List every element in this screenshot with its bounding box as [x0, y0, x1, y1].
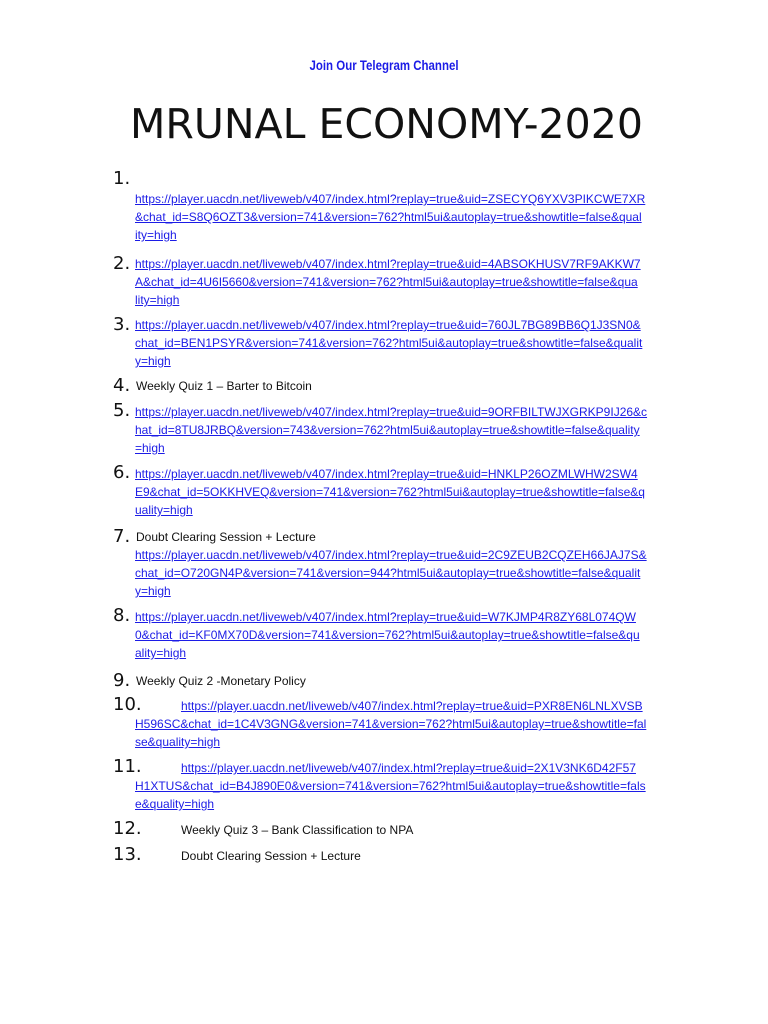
item-number: 2. — [113, 253, 131, 274]
video-link[interactable]: https://player.uacdn.net/liveweb/v407/index.html?replay=true&uid=ZSECYQ6YXV3PIKCWE7XR &chat_id=S8Q6OZT3&version=741&version=762?html5ui&autoplay=true&showtitle=false&qual ity=high — [135, 192, 646, 242]
item-number: 13. — [113, 844, 142, 865]
video-link[interactable]: https://player.uacdn.net/liveweb/v407/index.html?replay=true&uid=4ABSOKHUSV7RF9AKKW7 A&chat_id=4U6I5660&version=741&version=762?html5ui&autoplay=true&showtitle=false&qua lity=high — [135, 257, 641, 307]
item-label: Weekly Quiz 1 – Barter to Bitcoin — [136, 379, 312, 393]
page-title: MRUNAL ECONOMY-2020 — [130, 100, 643, 148]
item-number: 8. — [113, 605, 131, 626]
item-number: 10. — [113, 694, 142, 715]
item-number: 4. — [113, 375, 131, 396]
item-label: Weekly Quiz 3 – Bank Classification to NPA — [181, 823, 414, 837]
item-number: 9. — [113, 670, 131, 691]
item-number: 7. — [113, 526, 131, 547]
item-label: Doubt Clearing Session + Lecture — [136, 530, 316, 544]
video-link[interactable]: https://player.uacdn.net/liveweb/v407/index.html?replay=true&uid=HNKLP26OZMLWHW2SW4 E9&chat_id=5OKKHVEQ&version=741&version=762?html5ui&autoplay=true&showtitle=false&q uality=high — [135, 467, 645, 517]
item-number: 11. — [113, 756, 142, 777]
item-number: 5. — [113, 400, 131, 421]
telegram-channel-link[interactable]: Join Our Telegram Channel — [309, 57, 459, 73]
item-number: 12. — [113, 818, 142, 839]
video-link[interactable]: https://player.uacdn.net/liveweb/v407/index.html?replay=true&uid=760JL7BG89BB6Q1J3SN0& chat_id=BEN1PSYR&version=741&version=762?html5ui&autoplay=true&showtitle=false&qualit y=high — [135, 318, 643, 368]
video-link[interactable]: https://player.uacdn.net/liveweb/v407/index.html?replay=true&uid=W7KJMP4R8ZY68L074QW 0&chat_id=KF0MX70D&version=741&version=762?html5ui&autoplay=true&showtitle=false&qu ality=high — [135, 610, 640, 660]
item-number: 6. — [113, 462, 131, 483]
item-number: 1. — [113, 168, 131, 189]
video-link[interactable]: https://player.uacdn.net/liveweb/v407/index.html?replay=true&uid=9ORFBILTWJXGRKP9IJ26&c hat_id=8TU8JRBQ&version=743&version=762?html5ui&autoplay=true&showtitle=false&quality =high — [135, 405, 648, 455]
video-link[interactable]: https://player.uacdn.net/liveweb/v407/index.html?replay=true&uid=2C9ZEUB2CQZEH66JAJ7S& chat_id=O720GN4P&version=741&version=944?html5ui&autoplay=true&showtitle=false&qualit y=high — [135, 548, 647, 598]
video-link[interactable]: https://player.uacdn.net/liveweb/v407/index.html?replay=true&uid=2X1V3NK6D42F57 H1XTUS&chat_id=B4J890E0&version=741&version=762?html5ui&autoplay=true&showtitle=fals e&quality=high — [135, 761, 646, 811]
item-label: Weekly Quiz 2 -Monetary Policy — [136, 674, 306, 688]
item-label: Doubt Clearing Session + Lecture — [181, 849, 361, 863]
item-number: 3. — [113, 314, 131, 335]
video-link[interactable]: https://player.uacdn.net/liveweb/v407/index.html?replay=true&uid=PXR8EN6LNLXVSB H596SC&chat_id=1C4V3GNG&version=741&version=762?html5ui&autoplay=true&showtitle=fal se&quality=high — [135, 699, 647, 749]
